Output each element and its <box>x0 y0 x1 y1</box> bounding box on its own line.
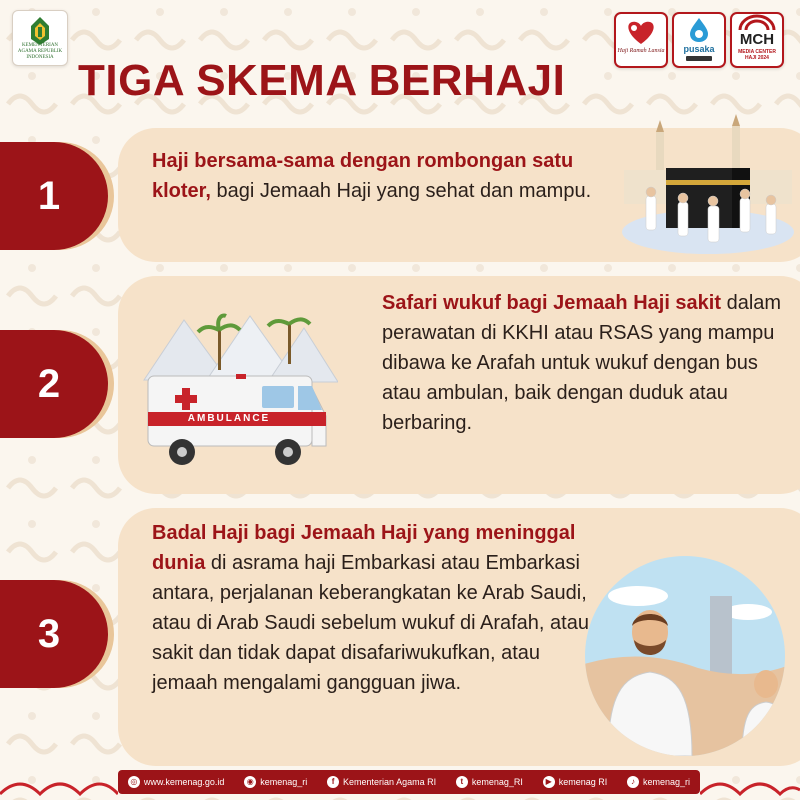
app-store-badges <box>686 56 712 61</box>
partner3-title: MCH <box>739 31 775 48</box>
scheme-text-3 <box>152 518 592 698</box>
twitter-icon: t <box>456 776 468 788</box>
scheme-number-3: 3 <box>0 580 108 688</box>
globe-icon: ◎ <box>128 776 140 788</box>
footer-link-twitter[interactable]: t kemenag_RI <box>456 776 523 788</box>
scheme-highlight-3: Badal Haji bagi Jemaah Haji yang meninggal dunia <box>152 522 576 574</box>
tiktok-icon: ♪ <box>627 776 639 788</box>
scheme-body-1: bagi Jemaah Haji yang sehat dan mampu. <box>210 180 592 202</box>
partner2-caption: pusaka <box>683 44 715 54</box>
page-title: TIGA SKEMA BERHAJI <box>78 56 566 105</box>
haji-ramah-lansia-logo <box>614 12 668 68</box>
footer-ornament-left <box>0 770 118 800</box>
kaaba-illustration <box>620 110 796 260</box>
footer-link-instagram[interactable]: ◉ kemenag_ri <box>244 776 307 788</box>
footer-link-website[interactable]: ◎ www.kemenag.go.id <box>128 776 225 788</box>
scheme-body-3: di asrama haji Embarkasi atau Embarkasi antara, perjalanan keberangkatan ke Arab Saudi, atau di Arab Saudi sebelum wukuf di Arafah, atau sakit dan tidak dapat disafariwukufkan, atau jemaah mengalami gangguan jiwa. <box>152 552 589 694</box>
scheme-text-2 <box>382 288 794 438</box>
scheme-body-2: dalam perawatan di KKHI atau RSAS yang mampu dibawa ke Arafah untuk wukuf dengan bus atau ambulan, baik dengan duduk atau berbaring. <box>382 292 782 434</box>
scheme-highlight-1: Haji bersama-sama dengan rombongan satu kloter, <box>152 150 574 202</box>
scheme-highlight-2: Safari wukuf bagi Jemaah Haji sakit <box>382 292 722 314</box>
footer-link-facebook[interactable]: f Kementerian Agama RI <box>327 776 436 788</box>
youtube-icon: ▶ <box>543 776 555 788</box>
partner3-sub: MEDIA CENTER HAJI 2024 <box>738 49 776 61</box>
scheme-text-1 <box>152 146 630 206</box>
instagram-icon: ◉ <box>244 776 256 788</box>
pilgrims-illustration <box>578 556 792 756</box>
scheme-number-2: 2 <box>0 330 108 438</box>
mch-logo <box>730 12 784 68</box>
facebook-icon: f <box>327 776 339 788</box>
ambulance-illustration <box>138 306 338 476</box>
footer-link-youtube[interactable]: ▶ kemenag RI <box>543 776 608 788</box>
partner1-caption: Haji Ramah Lansia <box>617 48 665 54</box>
scheme-number-1: 1 <box>0 142 108 250</box>
logo-text: KEMENTERIAN AGAMA REPUBLIK INDONESIA <box>17 43 63 60</box>
pusaka-logo <box>672 12 726 68</box>
footer-link-tiktok[interactable]: ♪ kemenag_ri <box>627 776 690 788</box>
footer-ornament-right <box>700 770 800 800</box>
kemenag-logo <box>12 10 68 66</box>
footer-bar <box>118 770 700 794</box>
ambulance-label: AMBULANCE <box>187 413 271 424</box>
